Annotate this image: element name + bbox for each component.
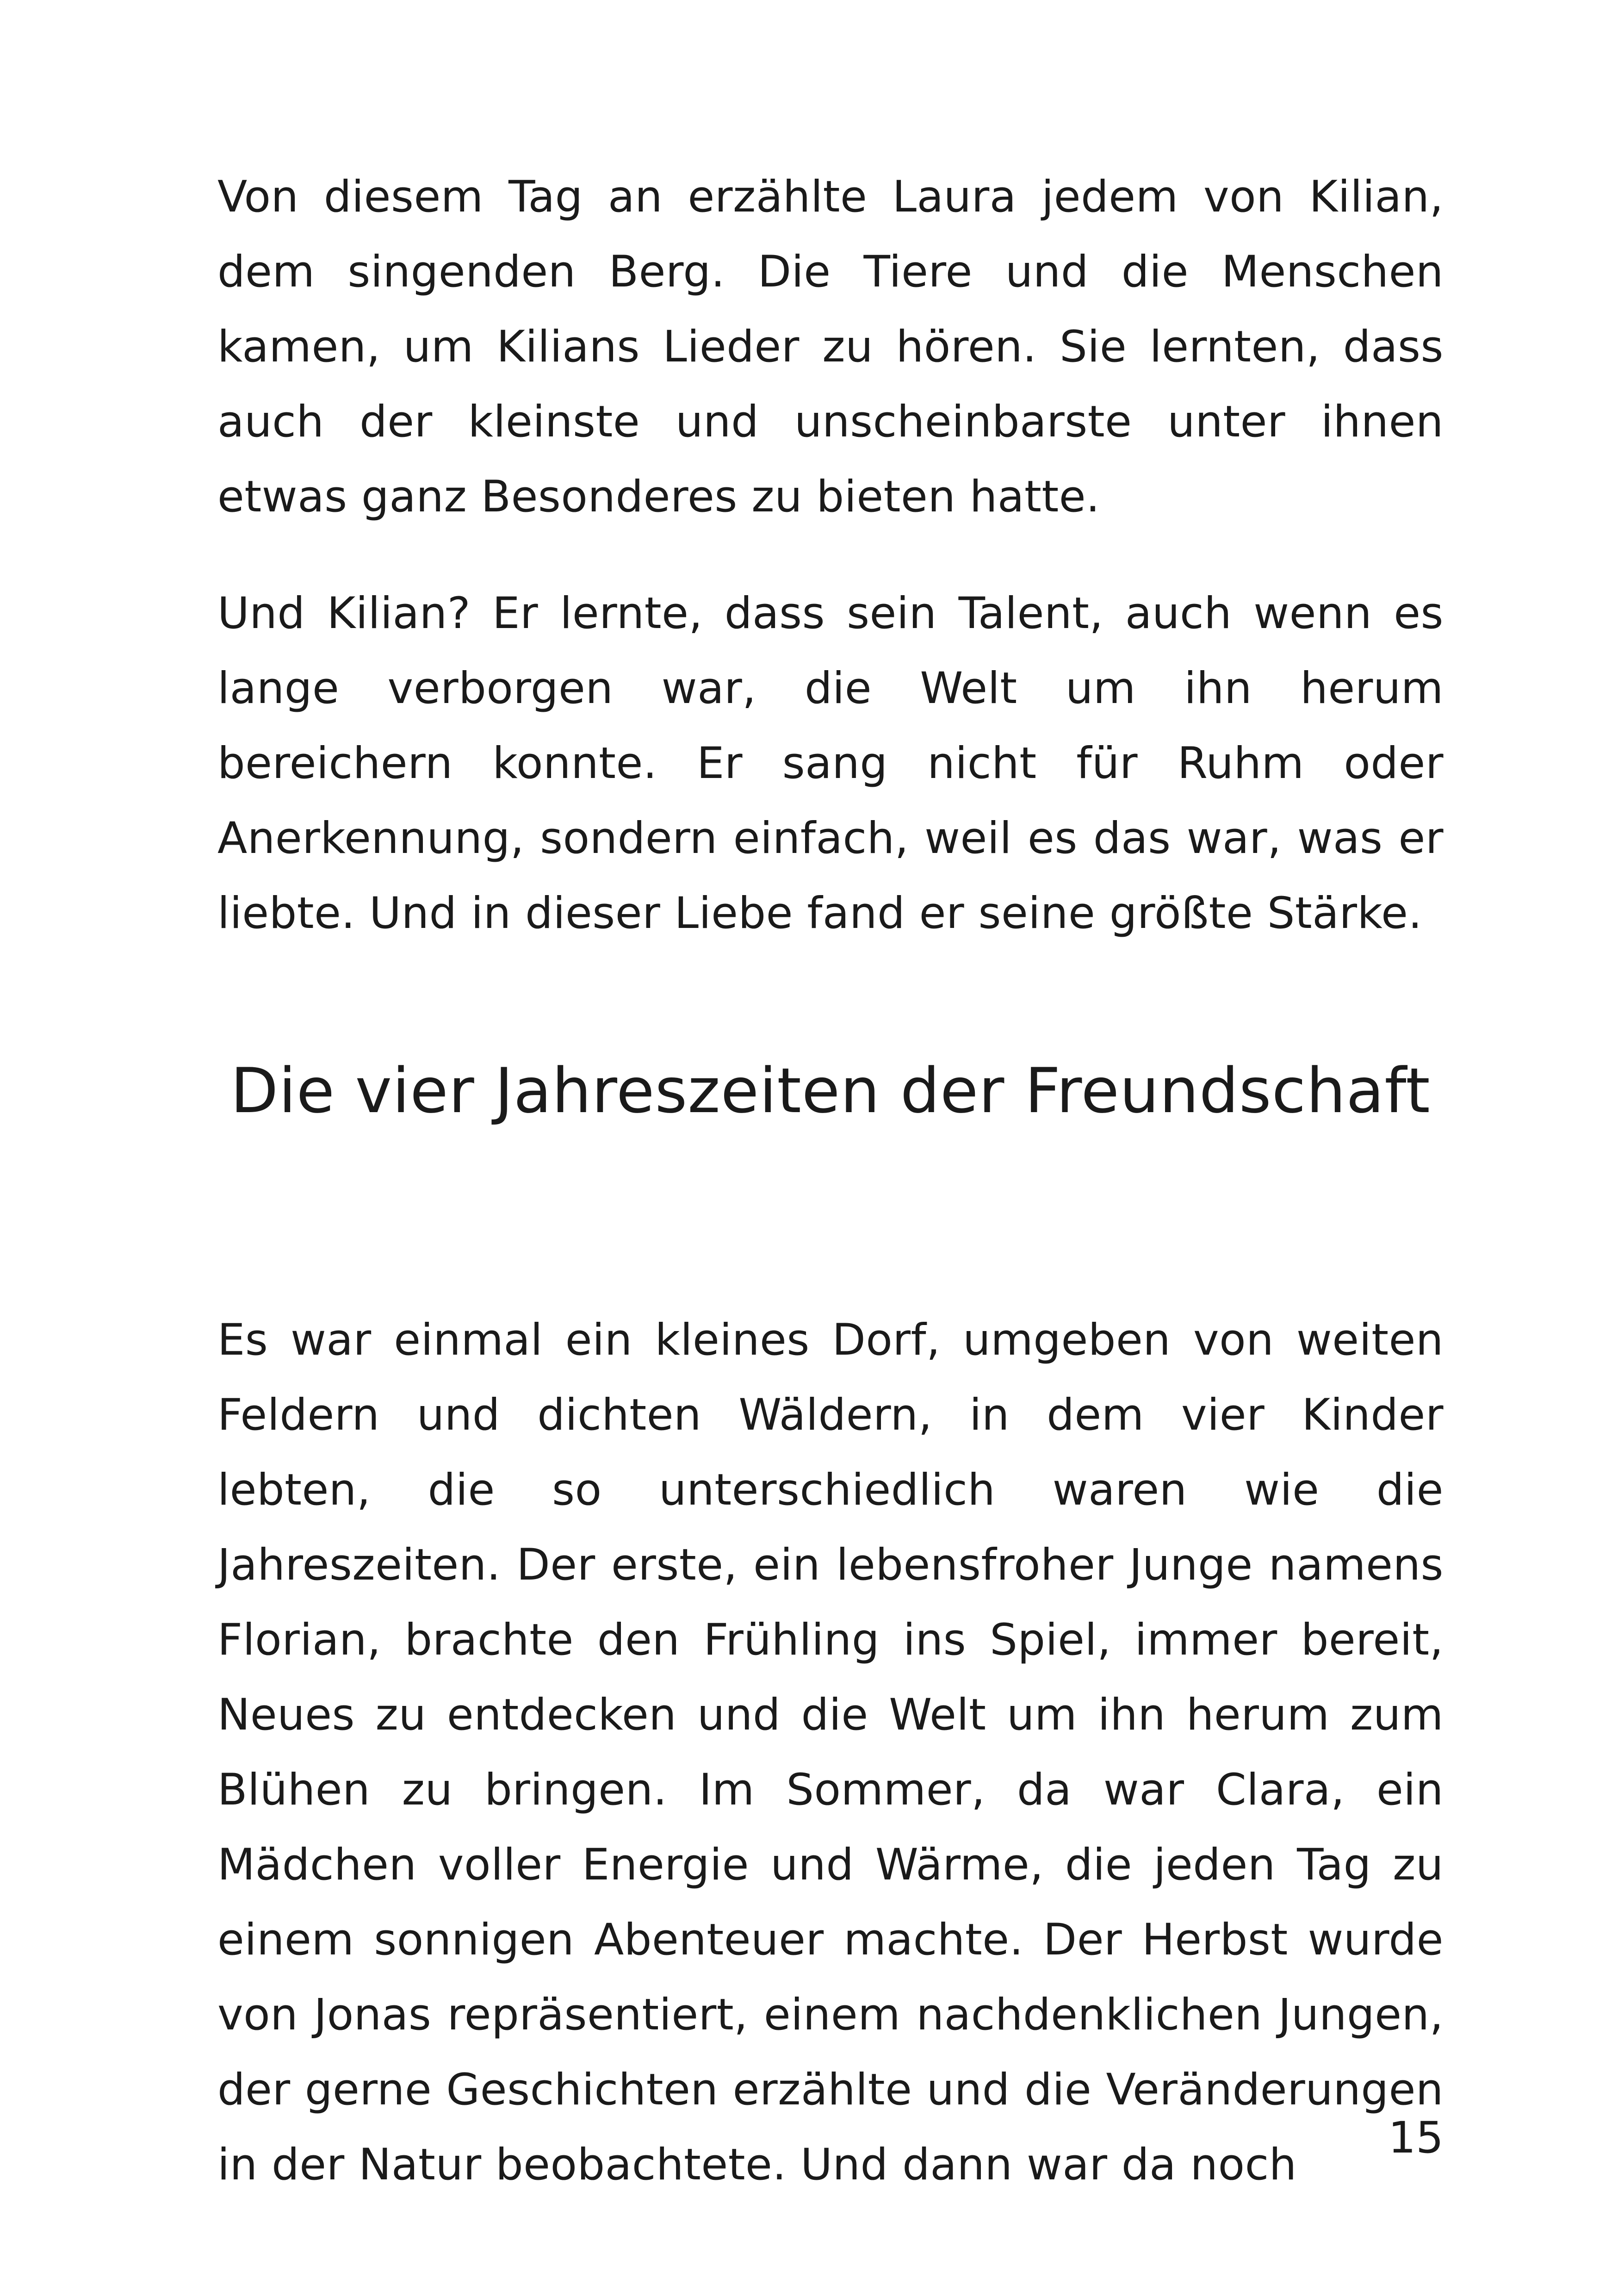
story-paragraph-1: Von diesem Tag an erzählte Laura jedem von Kilian, dem singenden Berg. Die Tiere und die Menschen kamen, um Kilians Lieder zu hören. Sie lernten, dass auch der kleinste und unscheinbarste unter ihnen etwas ganz Besonderes zu bieten hatte. [217, 172, 1444, 522]
story-paragraph-2: Und Kilian? Er lernte, dass sein Talent, auch wenn es lange verborgen war, die Welt um ihn herum bereichern konnte. Er sang nicht für Ruhm oder Anerkennung, sondern einfach, weil es das war, was er liebte. Und in dieser Liebe fand er seine größte Stärke. [217, 588, 1444, 939]
page-number: 15 [1388, 2113, 1444, 2163]
story-paragraph-3: Es war einmal ein kleines Dorf, umgeben von weiten Feldern und dichten Wäldern, in dem vier Kinder lebten, die so unterschiedlich waren wie die Jahreszeiten. Der erste, ein lebensfroher Junge namens Florian, brachte den Frühling ins Spiel, immer bereit, Neues zu entdecken und die Welt um ihn herum zum Blühen zu bringen. Im Sommer, da war Clara, ein Mädchen voller Energie und Wärme, die jeden Tag zu einem sonnigen Abenteuer machte. Der Herbst wurde von Jonas repräsentiert, einem nachdenklichen Jungen, der gerne Geschichten erzählte und die Veränderungen in der Natur beobachtete. Und dann war da noch [217, 1315, 1444, 2190]
chapter-title: Die vier Jahreszeiten der Freundschaft [230, 1055, 1431, 1127]
book-page [217, 0, 1444, 2296]
